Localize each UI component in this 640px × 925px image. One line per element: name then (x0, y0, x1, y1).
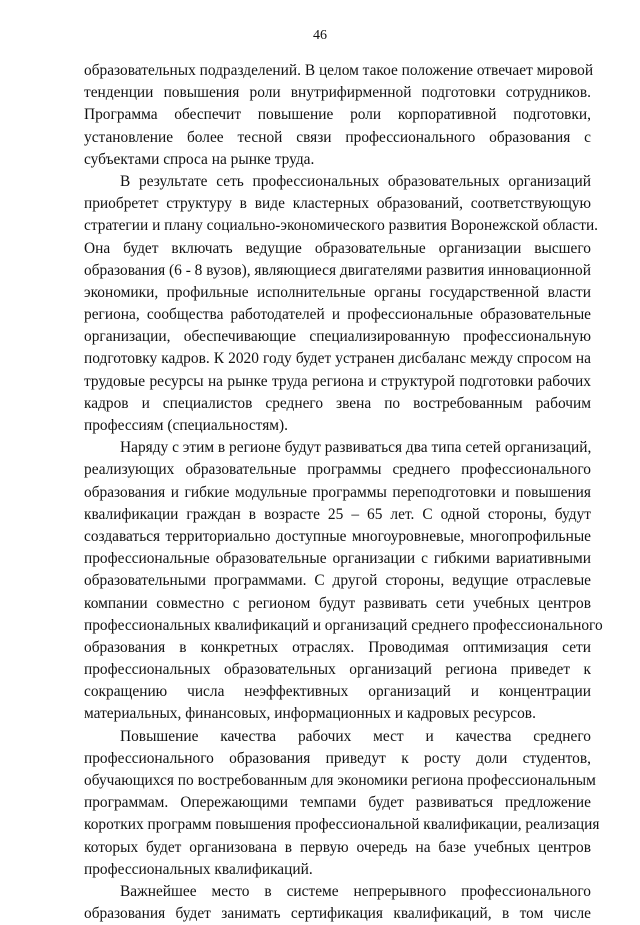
text-line: обучающихся по востребованным для экономики региона профессиональным (84, 772, 596, 789)
text-line: тенденции повышения роли внутрифирменной подготовки сотрудников. (84, 84, 591, 102)
text-line: образования в конкретных отраслях. Проводимая оптимизация сети (84, 638, 591, 656)
text-line: образования (6 - 8 вузов), являющиеся двигателями развития инновационной (84, 261, 591, 279)
text-line: создаваться территориально доступные многоуровневые, многопрофильные (84, 527, 591, 545)
text-line: Повышение качества рабочих мест и качества среднего (120, 727, 591, 745)
text-line: кадров и специалистов среднего звена по востребованным рабочим (84, 394, 591, 412)
text-line: Программа обеспечит повышение роли корпоративной подготовки, (84, 106, 591, 124)
page-number: 46 (313, 28, 327, 43)
text-line: профессиональных квалификаций и организаций среднего профессионального (84, 616, 603, 634)
text-line: профессиям (специальностям). (84, 417, 289, 434)
document-body (84, 60, 603, 925)
text-line: профессиональных квалификаций. (84, 860, 313, 878)
text-line: квалификации граждан в возрасте 25 – 65 лет. С одной стороны, будут (84, 505, 591, 523)
text-line: реализующих образовательные программы среднего профессионального (84, 461, 591, 479)
text-line: приобретет структуру в виде кластерных образований, соответствующую (84, 195, 591, 213)
text-line: образовательных подразделений. В целом такое положение отвечает мировой (84, 62, 594, 79)
text-line: организации, обеспечивающие специализированную профессиональную (84, 328, 591, 346)
text-line: образования будет занимать сертификация квалификаций, в том числе (84, 905, 591, 923)
text-line: В результате сеть профессиональных образовательных организаций (120, 172, 591, 190)
text-line: Наряду с этим в регионе будут развиваться два типа сетей организаций, (120, 439, 592, 457)
text-line: образования и гибкие модульные программы переподготовки и повышения (84, 483, 591, 501)
text-line: профессионального образования приведут к росту доли студентов, (84, 749, 591, 767)
text-line: профессиональных образовательных организаций региона приведет к (84, 661, 591, 679)
text-line: компании совместно с регионом будут развивать сети учебных центров (84, 594, 591, 612)
text-line: программам. Опережающими темпами будет развиваться предложение (84, 794, 591, 812)
text-line: материальных, финансовых, информационных и кадровых ресурсов. (84, 705, 536, 723)
text-line: региона, сообщества работодателей и профессиональные образовательные (84, 306, 591, 324)
text-line: экономики, профильные исполнительные органы государственной власти (84, 283, 591, 301)
text-line: образовательными программами. С другой стороны, ведущие отраслевые (84, 572, 591, 590)
text-line: которых будет организована в первую очередь на базе учебных центров (84, 838, 591, 856)
text-line: трудовые ресурсы на рынке труда региона и структурой подготовки рабочих (84, 372, 591, 390)
text-line: субъектами спроса на рынке труда. (84, 150, 315, 168)
text-line: Она будет включать ведущие образовательные организации высшего (84, 239, 591, 257)
text-line: коротких программ повышения профессиональной квалификации, реализация (84, 816, 600, 834)
text-line: стратегии и плану социально-экономического развития Воронежской области. (84, 217, 599, 235)
text-line: сокращению числа неэффективных организаций и концентрации (84, 683, 591, 701)
text-line: Важнейшее место в системе непрерывного профессионального (120, 882, 591, 900)
text-line: профессиональные образовательные организации с гибкими вариативными (84, 550, 591, 568)
text-line: подготовку кадров. К 2020 году будет устранен дисбаланс между спросом на (84, 350, 591, 368)
text-line: установление более тесной связи профессионального образования с (84, 128, 591, 146)
